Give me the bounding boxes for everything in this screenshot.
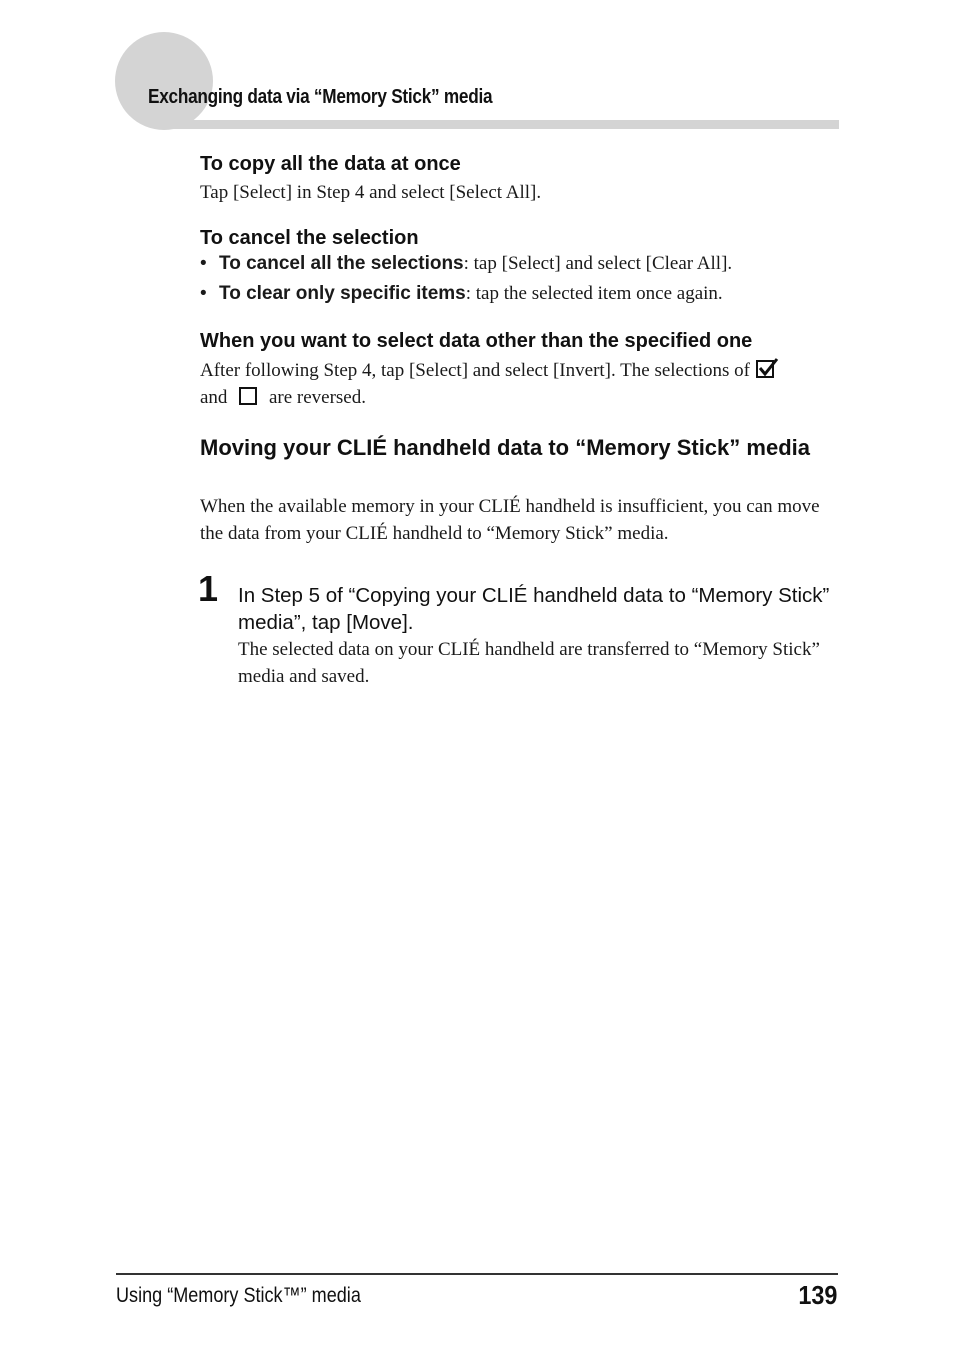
bullet-clear-specific	[200, 283, 723, 305]
section-heading-moving: Moving your CLIÉ handheld data to “Memory Stick” media	[200, 435, 810, 460]
invert-and: and	[200, 387, 228, 408]
invert-text-line2	[200, 384, 366, 414]
bullet-dot: •	[200, 253, 207, 274]
heading-cancel-selection: To cancel the selection	[200, 227, 419, 249]
page-header-title: Exchanging data via “Memory Stick” media	[148, 86, 493, 108]
footer-rule	[116, 1273, 838, 1275]
empty-checkbox-icon	[238, 386, 258, 414]
bullet-term: To clear only specific items	[219, 283, 466, 304]
invert-line2: are reversed.	[268, 387, 366, 408]
copy-all-text: Tap [Select] in Step 4 and select [Select All].	[200, 182, 542, 203]
bullet-text: : tap [Select] and select [Clear All].	[463, 253, 733, 274]
bullet-dot: •	[200, 283, 207, 304]
step-number: 1	[198, 568, 219, 609]
bullet-cancel-all	[200, 253, 732, 275]
footer-section-label: Using “Memory Stick™” media	[116, 1284, 361, 1307]
bullet-text: : tap the selected item once again.	[465, 283, 723, 304]
heading-invert: When you want to select data other than the specified one	[200, 330, 753, 352]
step-instruction: In Step 5 of “Copying your CLIÉ handheld data to “Memory Stick” media”, tap [Move].	[238, 584, 830, 634]
moving-text: When the available memory in your CLIÉ handheld is insufficient, you can move the data from your CLIÉ handheld to “Memory Stick” media.	[200, 496, 820, 544]
bullet-term: To cancel all the selections	[219, 253, 464, 274]
step-description: The selected data on your CLIÉ handheld are transferred to “Memory Stick” media and saved.	[238, 639, 820, 687]
page-number: 139	[797, 1280, 837, 1310]
checked-checkbox-icon	[755, 357, 779, 387]
header-rule	[155, 120, 839, 129]
header-circle-decoration	[115, 32, 213, 130]
invert-text-line1	[200, 357, 779, 387]
invert-line1: After following Step 4, tap [Select] and select [Invert]. The selections of	[200, 360, 750, 381]
heading-copy-all: To copy all the data at once	[200, 153, 461, 175]
